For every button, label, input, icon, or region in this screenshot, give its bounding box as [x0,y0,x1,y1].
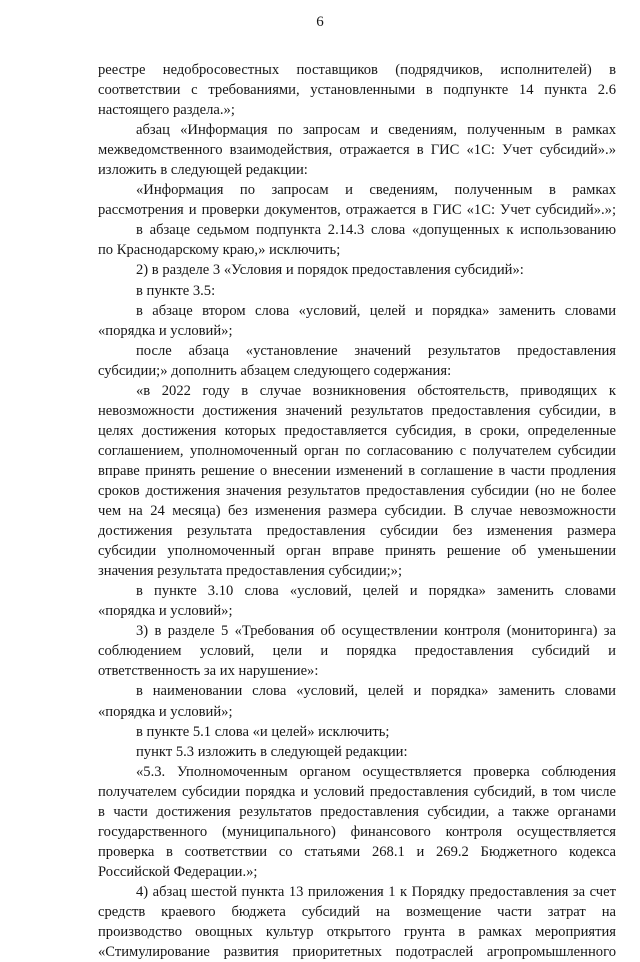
text-line: производство овощных культур открытого грунта в рамках мероприятия [98,924,616,941]
text-line: в пункте 3.10 слова «условий, целей и порядка» заменить словами [136,583,616,600]
text-line: реестре недобросовестных поставщиков (подрядчиков, исполнителей) в [98,62,616,78]
text-line: субсидии;» дополнить абзацем следующего содержания: [98,362,452,379]
text-line: в абзаце втором слова «условий, целей и порядка» заменить словами [136,302,616,319]
text-line: соглашением, уполномоченный орган по согласованию с получателем субсидии [98,442,616,459]
text-line: 4) абзац шестой пункта 13 приложения 1 к Порядку предоставления за счет [136,883,616,900]
text-line: чем на 24 месяца) без изменения размера субсидии. В случае невозможности [98,503,616,520]
document-body [98,60,616,962]
text-line: рассмотрения и проверки документов, отражается в ГИС «1С: Учет субсидий».»; [98,202,616,219]
text-line: ответственность за их нарушение»: [98,663,319,680]
text-line: межведомственного взаимодействия, отражается в ГИС «1С: Учет субсидий».» [98,142,616,159]
text-line: в части достижения результатов предоставления субсидии, а также органами [98,803,616,820]
text-line: вправе принять решение о внесении изменений в соглашение в части продления [98,462,616,479]
text-line: после абзаца «установление значений результатов предоставления [136,342,616,359]
text-line: «Стимулирование развития приоритетных подотраслей агропромышленного [98,944,616,961]
text-line: соблюдением условий, цели и порядка предоставления субсидий и [98,643,616,660]
text-line: в пункте 5.1 слова «и целей» исключить; [136,723,390,740]
text-line: «Информация по запросам и сведениям, полученным в рамках [136,182,616,199]
text-line: Российской Федерации.»; [98,863,258,880]
text-line: в пункте 3.5: [136,282,216,299]
text-line: средств краевого бюджета субсидий на возмещение части затрат на [98,903,616,920]
text-line: 3) в разделе 5 «Требования об осуществлении контроля (мониторинга) за [136,623,616,640]
text-line: субсидии уполномоченный орган вправе принять решение об уменьшении [98,543,616,560]
text-line: целях достижения которых предоставляется субсидия, в сроки, определенные [98,422,616,439]
text-line: 2) в разделе 3 «Условия и порядок предоставления субсидий»: [136,262,524,279]
text-line: абзац «Информация по запросам и сведениям, полученным в рамках [136,122,616,139]
text-line: получателем субсидии порядка и условий предоставления субсидий, в том числе [98,783,616,800]
text-line: соответствии с требованиями, установленными в подпункте 14 пункта 2.6 [98,82,616,99]
text-line: «5.3. Уполномоченным органом осуществляется проверка соблюдения [136,763,616,780]
text-line: значения результата предоставления субсидии;»; [98,563,403,580]
text-line: «в 2022 году в случае возникновения обстоятельств, приводящих к [136,382,616,399]
text-line: «порядка и условий»; [98,703,233,720]
text-line: проверка в соответствии со статьями 268.1 и 269.2 Бюджетного кодекса [98,843,616,860]
text-line: изложить в следующей редакции: [98,162,308,179]
text-line: пункт 5.3 изложить в следующей редакции: [136,743,408,760]
text-line: «порядка и условий»; [98,603,233,620]
text-line: сроков достижения значения результатов предоставления субсидии (но не более [98,482,616,499]
text-line: достижения результата предоставления субсидии без изменения размера [98,523,616,540]
text-line: «порядка и условий»; [98,322,233,339]
text-line: в наименовании слова «условий, целей и порядка» заменить словами [136,683,616,700]
text-line: государственного (муниципального) финансового контроля осуществляется [98,823,616,840]
page-number: 6 [316,14,324,30]
text-line: настоящего раздела.»; [98,102,235,119]
text-line: по Краснодарскому краю,» исключить; [98,242,341,259]
text-line: в абзаце седьмом подпункта 2.14.3 слова «допущенных к использованию [136,222,616,239]
text-line: невозможности достижения значений результатов предоставления субсидии, в [98,402,616,419]
